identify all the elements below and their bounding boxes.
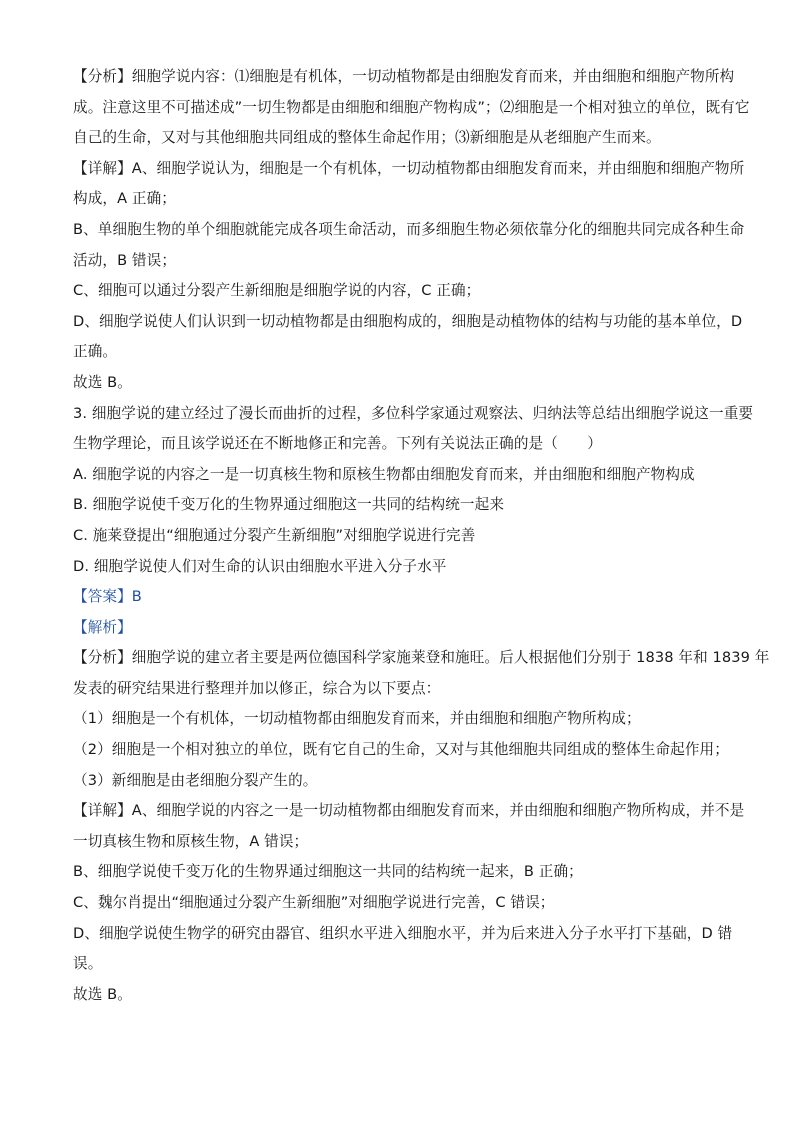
text-line: 活动，B 错误； [73,251,177,269]
text-line: 一切真核生物和原核生物，A 错误； [73,832,309,850]
text-line: D、细胞学说使人们认识到一切动植物都是由细胞构成的，细胞是动植物体的结构与功能的基本单位，D [73,312,743,330]
text-line: 正确。 [73,343,118,361]
text-line: B、单细胞生物的单个细胞就能完成各项生命活动，而多细胞生物必须依靠分化的细胞共同完成各种生命 [73,220,745,238]
text-line: 故选 B。 [73,985,132,1003]
text-line: 【分析】细胞学说内容：⑴细胞是有机体，一切动植物都是由细胞发育而来，并由细胞和细胞产物所构 [73,68,735,85]
text-line: 自己的生命，又对与其他细胞共同组成的整体生命起作用；⑶新细胞是从老细胞产生而来。 [73,129,661,147]
text-line: （2）细胞是一个相对独立的单位，既有它自己的生命，又对与其他细胞共同组成的整体生命起作用； [73,741,729,759]
text-line: C、魏尔肖提出“细胞通过分裂产生新细胞”对细胞学说进行完善，C 错误； [73,894,555,912]
answer-label-line: 【答案】B [73,588,142,606]
text-line: D. 细胞学说使人们对生命的认识由细胞水平进入分子水平 [73,557,447,575]
text-line: 成。注意这里不可描述成”一切生物都是由细胞和细胞产物构成”；⑵细胞是一个相对独立的单位，既有它 [73,98,750,116]
text-line: D、细胞学说使生物学的研究由器官、组织水平进入细胞水平，并为后来进入分子水平打下基础，D 错 [73,924,733,942]
document-content [73,62,770,1010]
text-line: 构成，A 正确； [73,190,176,208]
text-line: B. 细胞学说使千变万化的生物界通过细胞这一共同的结构统一起来 [73,496,505,514]
text-line: 【分析】细胞学说的建立者主要是两位德国科学家施莱登和施旺。后人根据他们分别于 1838 年和 1839 年 [73,649,770,667]
text-line: （1）细胞是一个有机体，一切动植物都由细胞发育而来，并由细胞和细胞产物所构成； [73,710,641,728]
text-line: （3）新细胞是由老细胞分裂产生的。 [73,771,318,789]
text-line: 故选 B。 [73,373,132,391]
text-line: B、细胞学说使千变万化的生物界通过细胞这一共同的结构统一起来，B 正确； [73,863,583,881]
text-line: 【详解】A、细胞学说认为，细胞是一个有机体，一切动植物都由细胞发育而来，并由细胞和细胞产物所 [73,159,745,177]
text-line: 发表的研究结果进行整理并加以修正，综合为以下要点： [73,679,441,697]
answer-label-line: 【解析】 [73,618,132,636]
text-line: 3. 细胞学说的建立经过了漫长而曲折的过程，多位科学家通过观察法、归纳法等总结出细胞学说这一重要 [73,404,754,422]
text-line: 误。 [73,955,103,973]
text-line: C. 施莱登提出“细胞通过分裂产生新细胞”对细胞学说进行完善 [73,526,476,544]
text-line: A. 细胞学说的内容之一是一切真核生物和原核生物都由细胞发育而来，并由细胞和细胞产物构成 [73,465,695,483]
text-line: 【详解】A、细胞学说的内容之一是一切动植物都由细胞发育而来，并由细胞和细胞产物所构成，并不是 [73,802,745,820]
text-line: 生物学理论，而且该学说还在不断地修正和完善。下列有关说法正确的是（ ） [73,435,602,453]
text-line: C、细胞可以通过分裂产生新细胞是细胞学说的内容，C 正确； [73,282,481,300]
